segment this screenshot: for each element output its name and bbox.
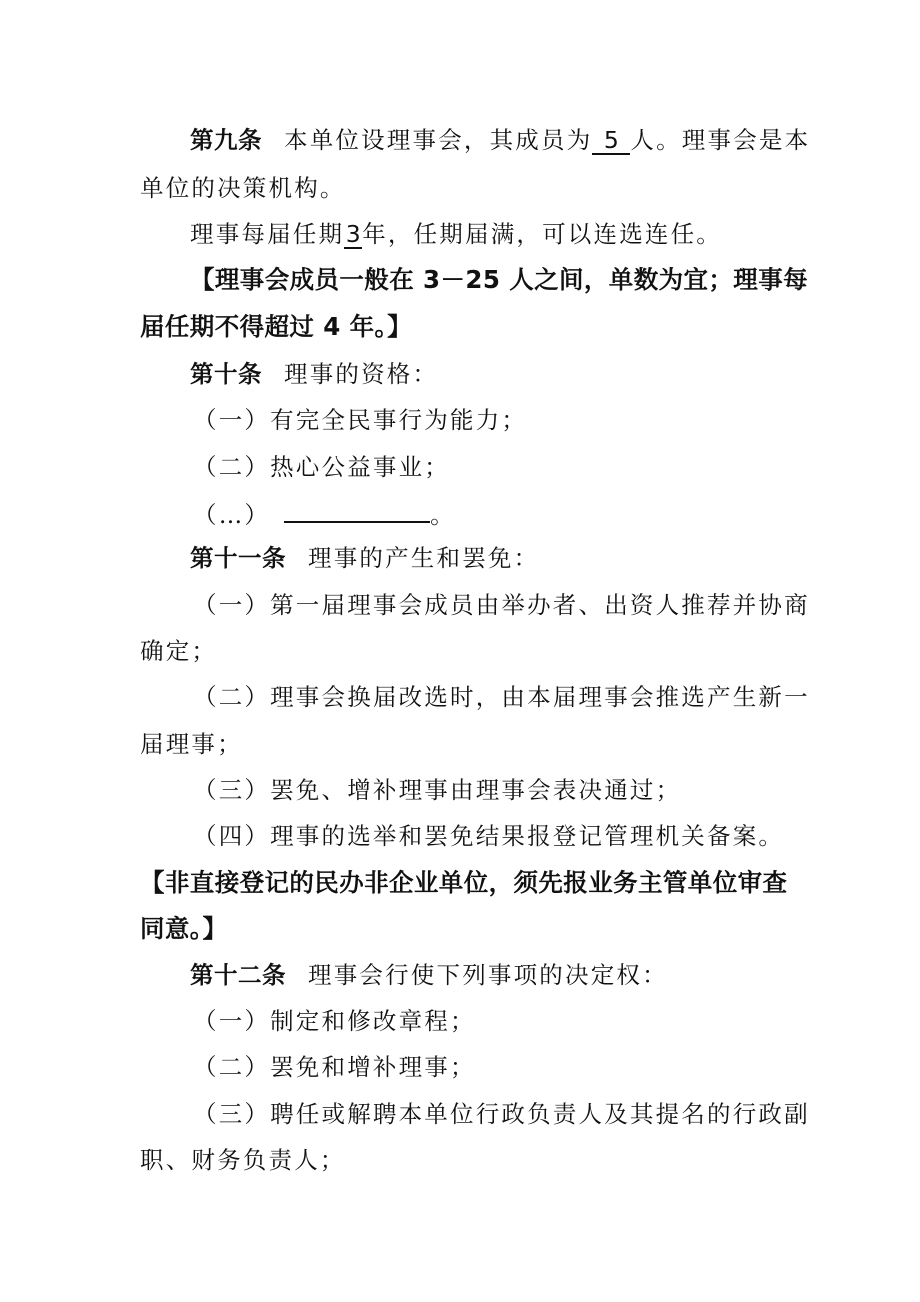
article-9-line-1 xyxy=(190,124,850,156)
article-10-item-3 xyxy=(193,497,853,531)
article-11-item-2a: （二）理事会换届改选时，由本届理事会推选产生新一 xyxy=(193,683,810,711)
article-9-term-line xyxy=(190,218,850,250)
article-11-heading: 第十一条 xyxy=(190,544,286,572)
article-10-title-line xyxy=(190,358,850,390)
article-9-text-a: 本单位设理事会，其成员为 xyxy=(284,126,593,154)
article-12-item-2: （二）罢免和增补理事； xyxy=(193,1053,476,1081)
article-9-line-2: 单位的决策机构。 xyxy=(140,174,346,202)
article-12-title: 理事会行使下列事项的决定权： xyxy=(308,961,668,989)
article-11-title: 理事的产生和罢免： xyxy=(308,544,540,572)
term-text-a: 理事每届任期 xyxy=(190,220,345,248)
fill-in-blank xyxy=(284,497,430,523)
article-10-item-2: （二）热心公益事业； xyxy=(193,453,450,481)
article-10-heading: 第十条 xyxy=(190,360,262,388)
article-12-item-1: （一）制定和修改章程； xyxy=(193,1007,476,1035)
article-11-item-3: （三）罢免、增补理事由理事会表决通过； xyxy=(193,776,682,804)
article-10-item-3-label: （…） xyxy=(193,501,271,529)
note-2-line-2: 同意。】 xyxy=(140,914,228,943)
article-11-item-1a: （一）第一届理事会成员由举办者、出资人推荐并协商 xyxy=(193,591,810,619)
article-12-item-3b: 职、财务负责人； xyxy=(140,1146,346,1174)
term-years: 3 xyxy=(345,220,361,248)
note-1-line-1: 【理事会成员一般在 3－25 人之间，单数为宜；理事每 xyxy=(190,265,808,294)
article-11-item-4: （四）理事的选举和罢免结果报登记管理机关备案。 xyxy=(193,822,785,850)
article-9-text-b: 人。理事会是本 xyxy=(630,126,811,154)
article-12-heading: 第十二条 xyxy=(190,961,286,989)
article-10-title: 理事的资格： xyxy=(284,360,439,388)
note-1-line-2: 届任期不得超过 4 年。】 xyxy=(140,312,413,341)
article-11-title-line xyxy=(190,542,850,574)
article-11-item-1b: 确定； xyxy=(140,637,218,665)
note-2-line-1: 【非直接登记的民办非企业单位，须先报业务主管单位审查 xyxy=(140,868,788,897)
board-member-count: 5 xyxy=(592,127,630,155)
article-10-blank-end: 。 xyxy=(430,501,456,529)
article-12-title-line xyxy=(190,959,850,991)
term-text-b: 年，任期届满，可以连选连任。 xyxy=(362,220,723,248)
article-9-heading: 第九条 xyxy=(190,126,262,154)
article-10-item-1: （一）有完全民事行为能力； xyxy=(193,406,528,434)
article-11-item-2b: 届理事； xyxy=(140,730,243,758)
article-12-item-3a: （三）聘任或解聘本单位行政负责人及其提名的行政副 xyxy=(193,1100,810,1128)
